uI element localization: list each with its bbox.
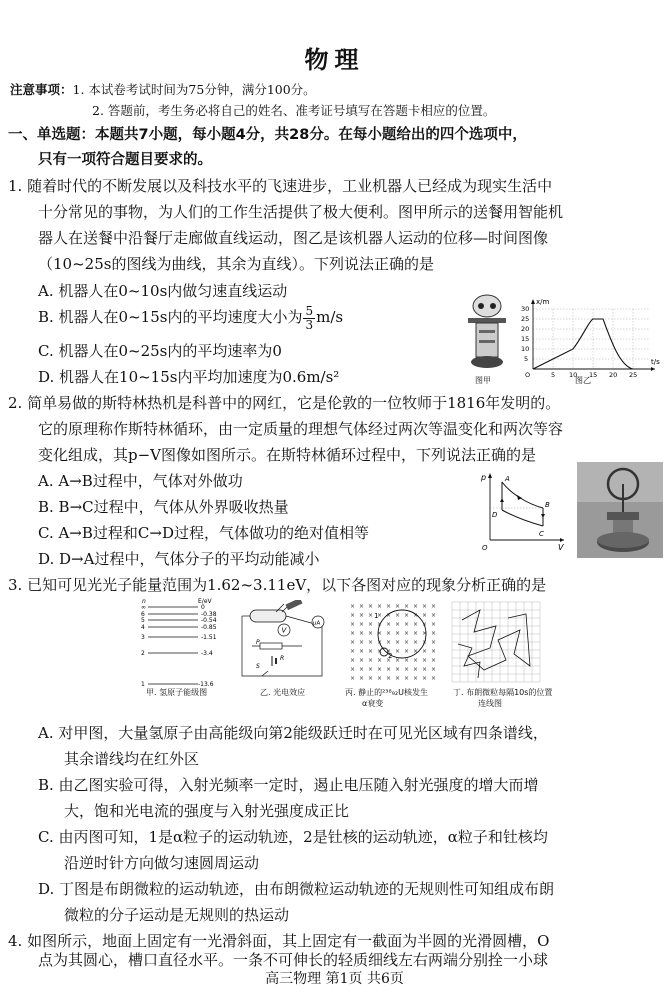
q3-fig2-R: R bbox=[280, 655, 285, 662]
field-cross: × bbox=[413, 612, 419, 619]
section-heading-line-1: 一、单选题：本题共7小题，每小题4分，共28分。在每小题给出的四个选项中， bbox=[8, 127, 527, 143]
q3-fig1-caption: 甲. 氢原子能级图 bbox=[146, 688, 208, 697]
q3-level-e-4: -0.85 bbox=[201, 624, 217, 631]
q1-option-d: D. 机器人在10~15s内平均加速度为0.6m/s² bbox=[38, 368, 340, 386]
q3-option-d-line-2: 微粒的分子运动是无规则的热运动 bbox=[64, 906, 290, 924]
q3-option-d-line-1: D. 丁图是布朗微粒的运动轨迹，由布朗微粒运动轨迹的无规则性可知组成布朗 bbox=[38, 880, 555, 898]
field-cross: × bbox=[377, 603, 383, 610]
q3-level-e-5: -0.54 bbox=[201, 617, 217, 624]
field-cross: × bbox=[377, 675, 383, 682]
q3-level-e-3: -1.51 bbox=[201, 634, 217, 641]
field-cross: × bbox=[386, 675, 392, 682]
field-cross: × bbox=[422, 621, 428, 628]
field-cross: × bbox=[431, 657, 436, 664]
q1-stem-line-1: 1. 随着时代的不断发展以及科技水平的飞速进步，工业机器人已经成为现实生活中 bbox=[8, 177, 553, 195]
field-cross: × bbox=[431, 639, 436, 646]
q3-level-e-inf: 0 bbox=[201, 604, 205, 611]
field-cross: × bbox=[395, 666, 401, 673]
field-cross: × bbox=[404, 630, 410, 637]
q3-fig2-voltmeter: V bbox=[281, 626, 287, 635]
field-cross: × bbox=[386, 612, 392, 619]
field-cross: × bbox=[413, 657, 419, 664]
q3-fig1-n-label: n bbox=[142, 598, 146, 605]
q1-option-b-text: B. 机器人在0~15s内的平均速度大小为 bbox=[38, 308, 303, 326]
page-footer: 高三物理 第1页 共6页 bbox=[265, 971, 404, 987]
field-cross: × bbox=[431, 603, 436, 610]
q2-option-d: D. D→A过程中，气体分子的平均动能减小 bbox=[38, 550, 320, 568]
q3-stem-line-1: 3. 已知可见光光子能量范围为1.62~3.11eV，以下各图对应的现象分析正确的是 bbox=[8, 576, 547, 594]
q1-xt-graph bbox=[515, 296, 665, 378]
q2-graph-C: C bbox=[539, 530, 544, 538]
q1-graph-ytick-5: 5 bbox=[524, 355, 529, 363]
field-cross: × bbox=[431, 612, 436, 619]
q1-option-b-numerator: 5 bbox=[305, 303, 314, 318]
q1-graph-ytick-30: 30 bbox=[521, 305, 530, 313]
field-cross: × bbox=[359, 630, 365, 637]
q1-option-b-unit: m/s bbox=[316, 308, 344, 326]
section-heading-line-2: 只有一项符合题目要求的。 bbox=[38, 152, 212, 168]
q1-graph-xtick-15: 15 bbox=[589, 371, 598, 378]
field-cross: × bbox=[350, 666, 356, 673]
field-cross: × bbox=[368, 630, 374, 637]
field-cross: × bbox=[386, 621, 392, 628]
field-cross: × bbox=[368, 675, 374, 682]
q1-stem-line-3: 器人在送餐中沿餐厅走廊做直线运动，图乙是该机器人运动的位移—时间图像 bbox=[38, 229, 549, 247]
q4-stem-line-2: 点为其圆心，槽口直径水平。一条不可伸长的轻质细线左右两端分别拴一小球 bbox=[38, 951, 549, 969]
field-cross: × bbox=[413, 621, 419, 628]
field-cross: × bbox=[413, 666, 419, 673]
field-cross: × bbox=[386, 657, 392, 664]
field-cross: × bbox=[422, 675, 428, 682]
q1-graph-xtick-5: 5 bbox=[551, 371, 556, 378]
field-cross: × bbox=[359, 603, 365, 610]
field-cross: × bbox=[377, 657, 383, 664]
field-cross: × bbox=[395, 630, 401, 637]
field-cross: × bbox=[422, 612, 428, 619]
field-cross: × bbox=[386, 603, 392, 610]
field-cross: × bbox=[377, 612, 383, 619]
q3-option-c-line-2: 沿逆时针方向做匀速圆周运动 bbox=[64, 854, 260, 872]
q3-level-n-6: 6 bbox=[141, 611, 145, 618]
field-cross: × bbox=[386, 639, 392, 646]
q4-stem-line-1: 4. 如图所示，地面上固定有一光滑斜面，其上固定有一截面为半圆的光滑圆槽，O bbox=[8, 932, 550, 950]
field-cross: × bbox=[359, 648, 365, 655]
q2-option-b: B. B→C过程中，气体从外界吸收热量 bbox=[38, 498, 289, 516]
field-cross: × bbox=[350, 630, 356, 637]
field-cross: × bbox=[395, 648, 401, 655]
q2-pv-graph bbox=[478, 470, 568, 552]
q2-stem-line-3: 变化组成，其p−V图像如图所示。在斯特林循环过程中，下列说法正确的是 bbox=[38, 446, 537, 464]
field-cross: × bbox=[386, 666, 392, 673]
q2-stem-line-1: 2. 简单易做的斯特林热机是科普中的网红，它是伦敦的一位牧师于1816年发明的。 bbox=[8, 394, 561, 412]
page-title: 物理 bbox=[304, 46, 365, 74]
q2-option-a: A. A→B过程中，气体对外做功 bbox=[38, 472, 243, 490]
field-cross: × bbox=[368, 603, 374, 610]
field-cross: × bbox=[377, 648, 383, 655]
q3-fig-brownian bbox=[450, 600, 542, 684]
notice-item-2: 2. 答题前，考生务必将自己的姓名、准考证号填写在答题卡相应的位置。 bbox=[92, 103, 496, 118]
q3-option-b-line-2: 大，饱和光电流的强度与入射光强度成正比 bbox=[64, 802, 350, 820]
field-cross: × bbox=[395, 675, 401, 682]
q3-level-e-1: -13.6 bbox=[198, 681, 214, 688]
q3-fig2-ammeter: μA bbox=[313, 620, 321, 627]
field-cross: × bbox=[377, 630, 383, 637]
notice-label: 注意事项： bbox=[10, 82, 73, 97]
field-cross: × bbox=[413, 603, 419, 610]
robot-figure bbox=[462, 290, 512, 372]
q1-graph-ytick-15: 15 bbox=[521, 335, 530, 343]
q3-level-n-5: 5 bbox=[141, 617, 145, 624]
field-cross: × bbox=[350, 612, 356, 619]
field-cross: × bbox=[395, 639, 401, 646]
field-cross: × bbox=[404, 621, 410, 628]
q3-level-n-4: 4 bbox=[141, 624, 145, 631]
field-cross: × bbox=[350, 657, 356, 664]
field-cross: × bbox=[404, 612, 410, 619]
field-cross: × bbox=[359, 675, 365, 682]
q1-graph-origin: O bbox=[525, 371, 531, 378]
q1-stem-line-4: （10~25s的图线为曲线，其余为直线）。下列说法正确的是 bbox=[38, 255, 434, 273]
field-cross: × bbox=[368, 657, 374, 664]
field-cross: × bbox=[350, 603, 356, 610]
field-cross: × bbox=[350, 621, 356, 628]
q3-fig2-caption: 乙. 光电效应 bbox=[260, 688, 306, 697]
q3-level-n-2: 2 bbox=[141, 650, 145, 657]
q3-option-b-line-1: B. 由乙图实验可得，入射光频率一定时，遏止电压随入射光强度的增大而增 bbox=[38, 776, 539, 794]
field-cross: × bbox=[422, 639, 428, 646]
brownian-grid bbox=[452, 602, 540, 682]
field-cross: × bbox=[431, 675, 436, 682]
field-cross: × bbox=[413, 639, 419, 646]
field-cross: × bbox=[431, 621, 436, 628]
field-cross: × bbox=[404, 603, 410, 610]
field-cross: × bbox=[395, 621, 401, 628]
field-cross: × bbox=[395, 603, 401, 610]
q3-fig3-caption-2: α衰变 bbox=[362, 699, 384, 708]
notice-line-1 bbox=[10, 80, 316, 100]
q3-option-c-line-1: C. 由丙图可知，1是α粒子的运动轨迹，2是钍核的运动轨迹，α粒子和钍核均 bbox=[38, 828, 548, 846]
q3-fig-alpha-decay bbox=[344, 600, 436, 684]
q1-graph-ylabel: x/m bbox=[536, 298, 550, 306]
field-cross: × bbox=[431, 648, 436, 655]
q3-fig-photoelectric bbox=[232, 600, 332, 688]
q3-fig2-P: P bbox=[256, 639, 260, 646]
field-cross: × bbox=[386, 630, 392, 637]
field-cross: × bbox=[404, 666, 410, 673]
field-cross: × bbox=[431, 630, 436, 637]
field-cross: × bbox=[413, 648, 419, 655]
field-cross: × bbox=[377, 639, 383, 646]
field-cross: × bbox=[422, 648, 428, 655]
field-cross: × bbox=[413, 630, 419, 637]
q3-fig3-caption-1: 丙. 静止的²³⁸₉₂U核发生 bbox=[345, 688, 428, 697]
field-cross: × bbox=[422, 657, 428, 664]
q3-fig2-S: S bbox=[256, 663, 260, 670]
magnetic-field-crosses bbox=[350, 603, 436, 682]
q1-option-c: C. 机器人在0~25s内的平均速率为0 bbox=[38, 342, 282, 360]
field-cross: × bbox=[404, 639, 410, 646]
field-cross: × bbox=[359, 612, 365, 619]
q2-graph-O: O bbox=[482, 544, 488, 552]
q2-graph-V: V bbox=[558, 543, 564, 552]
q2-graph-A: A bbox=[505, 475, 510, 483]
q1-graph-xtick-10: 10 bbox=[569, 371, 578, 378]
field-cross: × bbox=[350, 648, 356, 655]
field-cross: × bbox=[404, 675, 410, 682]
q1-fig-right-caption: 图乙 bbox=[575, 376, 591, 385]
q3-level-n-inf: ∞ bbox=[141, 604, 146, 611]
field-cross: × bbox=[359, 666, 365, 673]
q3-level-e-2: -3.4 bbox=[201, 650, 213, 657]
field-cross: × bbox=[377, 666, 383, 673]
q3-level-e-6: -0.38 bbox=[201, 611, 217, 618]
q1-option-b-fraction bbox=[303, 305, 315, 332]
field-cross: × bbox=[431, 666, 436, 673]
field-cross: × bbox=[413, 675, 419, 682]
q3-level-n-3: 3 bbox=[141, 634, 145, 641]
notice-item-1: 1. 本试卷考试时间为75分钟，满分100分。 bbox=[72, 82, 316, 97]
q3-level-n-1: 1 bbox=[141, 681, 145, 688]
q1-fig-left-caption: 图甲 bbox=[475, 376, 491, 385]
q3-fig3-track-2: 2 bbox=[388, 652, 393, 660]
field-cross: × bbox=[422, 666, 428, 673]
q1-graph-ytick-20: 20 bbox=[521, 325, 530, 333]
q1-graph-ytick-10: 10 bbox=[521, 345, 530, 353]
field-cross: × bbox=[404, 657, 410, 664]
q3-fig-energy-levels bbox=[140, 596, 222, 700]
q1-graph-xlabel: t/s bbox=[651, 358, 660, 366]
q1-stem-line-2: 十分常见的事物，为人们的工作生活提供了极大便利。图甲所示的送餐用智能机 bbox=[38, 203, 564, 221]
field-cross: × bbox=[422, 603, 428, 610]
field-cross: × bbox=[404, 648, 410, 655]
q1-graph-ytick-25: 25 bbox=[521, 315, 530, 323]
field-cross: × bbox=[350, 639, 356, 646]
stirling-engine-photo bbox=[577, 462, 663, 558]
q3-option-a-line-2: 其余谱线均在红外区 bbox=[64, 750, 200, 768]
q1-option-a: A. 机器人在0~10s内做匀速直线运动 bbox=[38, 282, 288, 300]
field-cross: × bbox=[350, 675, 356, 682]
q1-option-b-denominator: 3 bbox=[305, 317, 314, 332]
q3-fig1-e-label: E/eV bbox=[198, 598, 212, 605]
field-cross: × bbox=[368, 639, 374, 646]
field-cross: × bbox=[368, 621, 374, 628]
field-cross: × bbox=[395, 657, 401, 664]
field-cross: × bbox=[359, 657, 365, 664]
q2-graph-B: B bbox=[545, 501, 550, 509]
q3-fig3-track-1: 1 bbox=[374, 612, 379, 620]
field-cross: × bbox=[368, 612, 374, 619]
q1-option-b bbox=[38, 303, 343, 332]
field-cross: × bbox=[368, 666, 374, 673]
field-cross: × bbox=[368, 648, 374, 655]
q3-option-a-line-1: A. 对甲图，大量氢原子由高能级向第2能级跃迁时在可见光区域有四条谱线， bbox=[38, 724, 548, 742]
q2-option-c: C. A→B过程和C→D过程，气体做功的绝对值相等 bbox=[38, 524, 369, 542]
field-cross: × bbox=[359, 639, 365, 646]
q2-stem-line-2: 它的原理称作斯特林循环，由一定质量的理想气体经过两次等温变化和两次等容 bbox=[38, 420, 564, 438]
field-cross: × bbox=[377, 621, 383, 628]
q3-fig4-caption-1: 丁. 布朗微粒每隔10s的位置 bbox=[453, 688, 553, 697]
field-cross: × bbox=[386, 648, 392, 655]
field-cross: × bbox=[359, 621, 365, 628]
q2-graph-p: p bbox=[481, 473, 487, 482]
q3-fig4-caption-2: 连线图 bbox=[478, 699, 502, 708]
q1-graph-xtick-25: 25 bbox=[629, 371, 638, 378]
q2-graph-D: D bbox=[492, 511, 498, 519]
field-cross: × bbox=[422, 630, 428, 637]
field-cross: × bbox=[395, 612, 401, 619]
q1-graph-xtick-20: 20 bbox=[609, 371, 618, 378]
